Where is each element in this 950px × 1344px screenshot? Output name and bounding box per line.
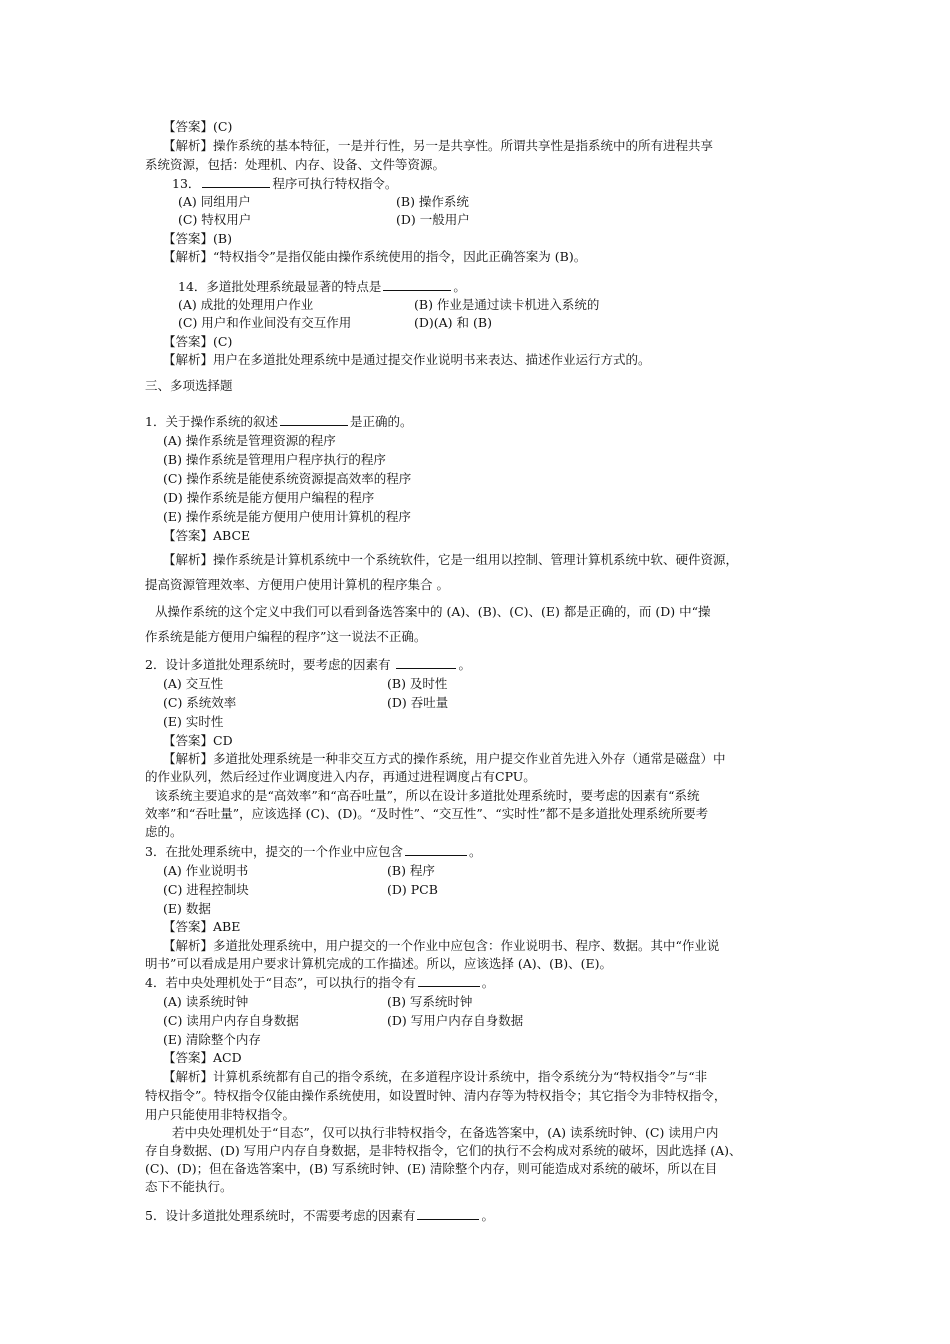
mc2-analysis-p2: 该系统主要追求的是“高效率”和“高吞吐量”，所以在设计多道批处理系统时，要考虑的因素有“系统 [155,788,700,803]
mc-question-2: 2．设计多道批处理系统时，要考虑的因素有 。 [145,657,471,672]
mc3-answer: 【答案】ABE [163,919,241,934]
mc2-option-a: (A) 交互性 [163,676,224,691]
answer-blank [396,656,456,669]
answer-blank [417,1207,479,1220]
analysis-12: 【解析】操作系统的基本特征，一是并行性，另一是共享性。所谓共享性是指系统中的所有进程共享 [163,138,714,153]
mc2-analysis: 【解析】多道批处理系统是一种非交互方式的操作系统，用户提交作业首先进入外存（通常是磁盘）中 [163,751,726,766]
mc4-analysis-cont2: 用户只能使用非特权指令。 [145,1107,296,1122]
mc1-answer: 【答案】ABCE [163,528,251,543]
option-14d: (D)(A) 和 (B) [414,315,492,330]
section-heading: 三、多项选择题 [145,378,233,393]
question-14-text: 14．多道批处理系统最显著的特点是 [178,279,382,294]
mc2-option-c: (C) 系统效率 [163,695,237,710]
mc1-option-a: (A) 操作系统是管理资源的程序 [163,433,336,448]
mc4-option-e: (E) 清除整个内存 [163,1032,261,1047]
mc1-analysis-p2-cont: 作系统是能方便用户编程的程序”这一说法不正确。 [145,629,427,644]
answer-12: 【答案】(C) [163,119,233,134]
option-14c: (C) 用户和作业间没有交互作用 [178,315,352,330]
mc4-option-a: (A) 读系统时钟 [163,994,249,1009]
mc4-analysis: 【解析】计算机系统都有自己的指令系统，在多道程序设计系统中，指令系统分为“特权指令”与“非 [163,1069,708,1084]
mc4-answer: 【答案】ACD [163,1050,242,1065]
mc2-analysis-cont: 的作业队列，然后经过作业调度进入内存，再通过进程调度占有CPU。 [145,769,536,784]
mc4-option-d: (D) 写用户内存自身数据 [387,1013,524,1028]
mc2-answer: 【答案】CD [163,733,233,748]
question-13 [172,175,397,193]
mc2-option-b: (B) 及时性 [387,676,448,691]
mc3-option-c: (C) 进程控制块 [163,882,249,897]
question-14: 14．多道批处理系统最显著的特点是 。 [178,279,466,294]
mc1-option-b: (B) 操作系统是管理用户程序执行的程序 [163,452,386,467]
mc3-analysis: 【解析】多道批处理系统中，用户提交的一个作业中应包含：作业说明书、程序、数据。其中“作业说 [163,938,720,953]
mc-question-3: 3．在批处理系统中，提交的一个作业中应包含 。 [145,844,482,859]
answer-blank [405,843,467,856]
option-13c: (C) 特权用户 [178,212,252,227]
answer-blank [418,974,480,987]
mc1-analysis-p2: 从操作系统的这个定义中我们可以看到备选答案中的 (A)、(B)、(C)、(E) 都是正确的，而 (D) 中“操 [155,604,711,619]
answer-blank [383,278,451,291]
option-13a: (A) 同组用户 [178,194,251,209]
mc4-option-b: (B) 写系统时钟 [387,994,473,1009]
mc1-option-d: (D) 操作系统是能方便用户编程的程序 [163,490,375,505]
mc3-option-b: (B) 程序 [387,863,435,878]
option-13b: (B) 操作系统 [396,194,469,209]
mc3-option-d: (D) PCB [387,882,438,897]
answer-blank [202,175,270,188]
question-13-number: 13． [172,176,201,191]
mc3-option-a: (A) 作业说明书 [163,863,249,878]
analysis-13: 【解析】“特权指令”是指仅能由操作系统使用的指令，因此正确答案为 (B)。 [163,249,587,264]
question-13-text: 程序可执行特权指令。 [272,176,398,191]
mc1-option-e: (E) 操作系统是能方便用户使用计算机的程序 [163,509,411,524]
mc2-analysis-p2-cont: 效率”和“吞吐量”，应该选择 (C)、(D)。“及时性”、“交互性”、“实时性”都不是多道批处理系统所要考 [145,806,709,821]
answer-blank [280,413,348,426]
answer-13: 【答案】(B) [163,231,232,246]
mc-question-4: 4．若中央处理机处于“目态”，可以执行的指令有 。 [145,975,495,990]
mc-question-1: 1．关于操作系统的叙述 是正确的。 [145,414,413,429]
answer-14: 【答案】(C) [163,334,233,349]
mc4-analysis-p2: 若中央处理机处于“目态”，仅可以执行非特权指令，在备选答案中，(A) 读系统时钟、(C) 读用户内 [172,1125,719,1140]
mc1-analysis-cont: 提高资源管理效率、方便用户使用计算机的程序集合 。 [145,577,449,592]
mc4-option-c: (C) 读用户内存自身数据 [163,1013,299,1028]
option-14a: (A) 成批的处理用户作业 [178,297,314,312]
mc4-analysis-p2-cont: 存自身数据、(D) 写用户内存自身数据，是非特权指令，它们的执行不会构成对系统的破坏，因此选择 (A)、 [145,1143,742,1158]
mc3-option-e: (E) 数据 [163,901,211,916]
mc2-option-d: (D) 吞吐量 [387,695,449,710]
mc1-option-c: (C) 操作系统是能使系统资源提高效率的程序 [163,471,412,486]
mc4-analysis-cont: 特权指令”。特权指令仅能由操作系统使用，如设置时钟、清内存等为特权指令；其它指令为非特权指令， [145,1088,727,1103]
option-13d: (D) 一般用户 [396,212,470,227]
mc2-option-e: (E) 实时性 [163,714,224,729]
mc2-analysis-p2-end: 虑的。 [145,824,183,839]
option-14b: (B) 作业是通过读卡机进入系统的 [414,297,600,312]
analysis-12-cont: 系统资源，包括：处理机、内存、设备、文件等资源。 [145,157,446,172]
mc4-analysis-p2-cont2: (C)、(D)；但在备选答案中，(B) 写系统时钟、(E) 清除整个内存，则可能造成对系统的破坏，所以在目 [145,1161,718,1176]
mc4-analysis-p2-end: 态下不能执行。 [145,1179,233,1194]
mc3-analysis-cont: 明书”可以看成是用户要求计算机完成的工作描述。所以，应该选择 (A)、(B)、(E)。 [145,956,612,971]
mc-question-5: 5．设计多道批处理系统时，不需要考虑的因素有 。 [145,1208,494,1223]
analysis-14: 【解析】用户在多道批处理系统中是通过提交作业说明书来表达、描述作业运行方式的。 [163,352,651,367]
mc1-analysis: 【解析】操作系统是计算机系统中一个系统软件，它是一组用以控制、管理计算机系统中软、硬件资源， [163,552,739,567]
